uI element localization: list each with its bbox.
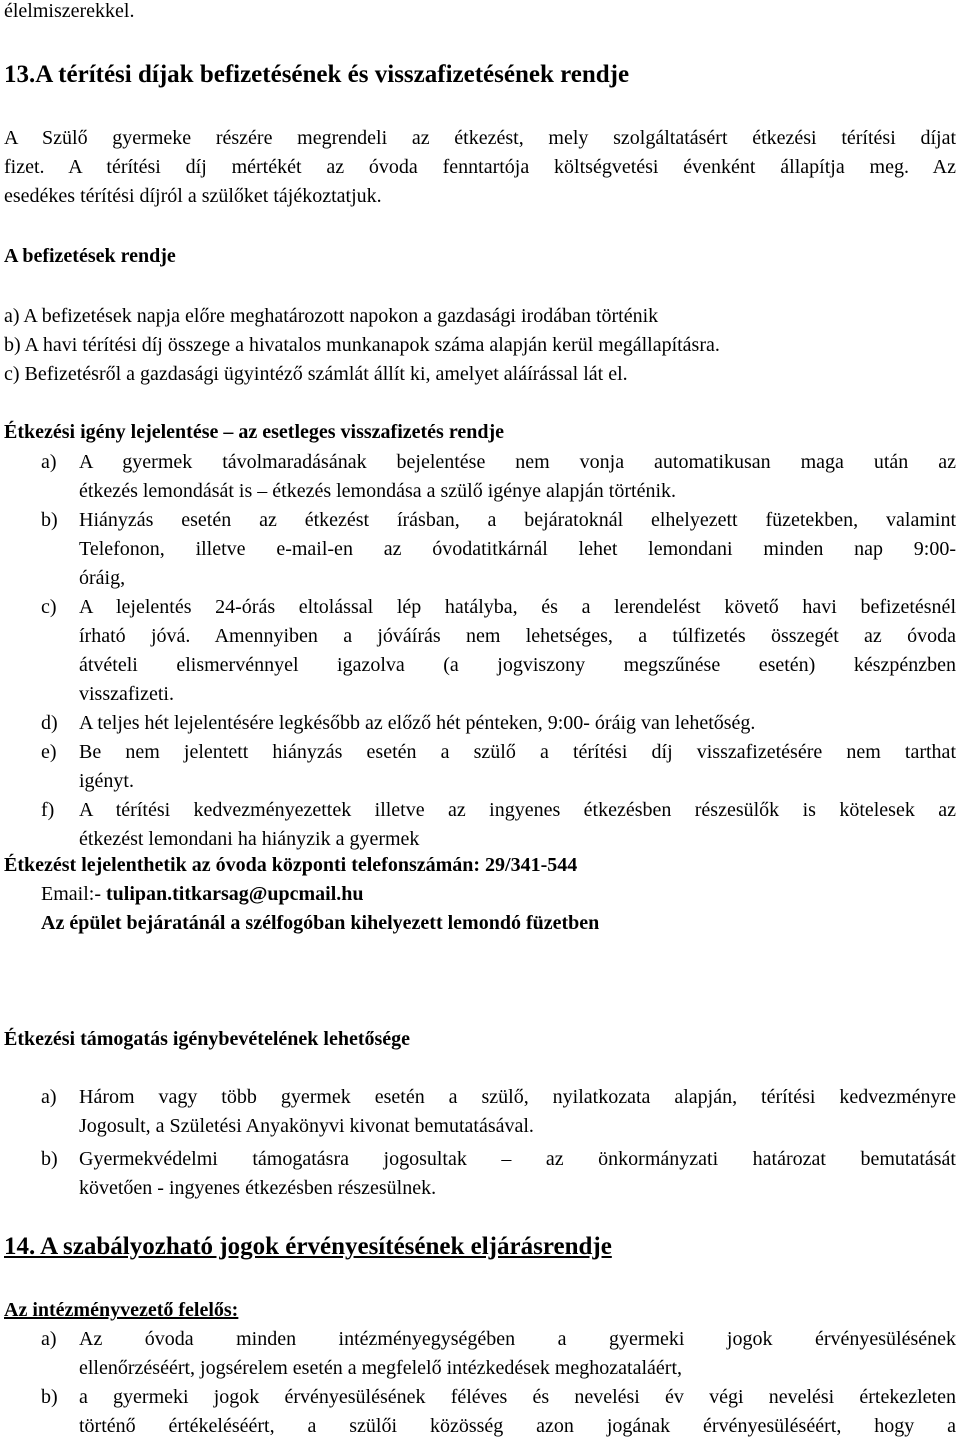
list-line: átvételi elismervénnyel igazolva (a jogviszony megszűnése esetén) készpénzben [79,654,956,676]
cancellation-title: Étkezési igény lejelentése – az esetleges visszafizetés rendje [4,421,505,443]
list-line: Be nem jelentett hiányzás esetén a szülő a térítési díj visszafizetésére nem tarthat [79,741,956,763]
phone-line: Étkezést lejelenthetik az óvoda központi telefonszámán: 29/341-544 [4,854,578,876]
list-item [41,709,956,738]
list-line: írható jóvá. Amennyiben a jóváírás nem lehetséges, a túlfizetés összegét az óvoda [79,625,956,647]
list-line: A térítési kedvezményezettek illetve az ingyenes étkezésben részesülők is kötelesek az [79,799,956,821]
support-list [41,1083,956,1203]
list-line: A lejelentés 24-órás eltolással lép hatályba, és a lerendelést követő havi befizetésnél [79,596,956,618]
list-label: b) [41,1386,58,1408]
payments-title: A befizetések rendje [4,245,176,267]
list-label: e) [41,741,57,763]
email-label: Email:- [41,883,106,905]
list-label: a) [41,1328,57,1350]
list-item [41,1325,956,1383]
list-line: A gyermek távolmaradásának bejelentése nem vonja automatikusan maga után az [79,451,956,473]
paragraph-line: A Szülő gyermeke részére megrendeli az étkezést, mely szolgáltatásért étkezési térítési díjat [4,127,956,149]
email-line [41,880,364,909]
list-item [41,1083,956,1141]
email-value[interactable]: tulipan.titkarsag@upcmail.hu [105,883,364,905]
list-line: a gyermeki jogok érvényesülésének féléves és nevelési év végi nevelési értekezleten [79,1386,956,1408]
list-line: történő értékeléséért, a szülői közösség azon jogának érvényesüléséért, hogy a [79,1415,956,1437]
payments-list [4,302,720,389]
list-label: a) [41,1086,57,1108]
list-line: étkezést lemondani ha hiányzik a gyermek [79,828,420,850]
list-line: ellenőrzéséért, jogsérelem esetén a megfelelő intézkedések meghozataláért, [79,1357,683,1379]
intro-fragment: élelmiszerekkel. [4,0,135,22]
payments-item: a) A befizetések napja előre meghatározott napokon a gazdasági irodában történik [4,305,659,327]
list-line: Hiányzás esetén az étkezést írásban, a bejáratoknál elhelyezett füzetekben, valamint [79,509,956,531]
payments-item: c) Befizetésről a gazdasági ügyintéző számlát állít ki, amelyet aláírással lát el. [4,363,628,385]
list-line: igényt. [79,770,134,792]
list-label: b) [41,1148,58,1170]
list-line: Telefonon, illetve e-mail-en az óvodatitkárnál lehet lemondani minden nap 9:00- [79,538,956,560]
support-title: Étkezési támogatás igénybevételének lehetősége [4,1028,411,1050]
list-item [41,448,956,506]
list-line: étkezés lemondását is – étkezés lemondása a szülő igénye alapján történik. [79,480,677,502]
section-13-heading: 13.A térítési díjak befizetésének és visszafizetésének rendje [4,61,630,88]
list-line: Gyermekvédelmi támogatásra jogosultak – az önkormányzati határozat bemutatását [79,1148,956,1170]
list-label: d) [41,712,58,734]
list-line: A teljes hét lejelentésére legkésőbb az előző hét pénteken, 9:00- óráig van lehetőség. [79,712,756,734]
section-13-paragraph [4,124,956,211]
list-label: b) [41,509,58,531]
cancellation-list [41,448,956,854]
section-14-heading: 14. A szabályozható jogok érvényesítésének eljárásrendje [4,1233,612,1260]
list-item [41,796,956,854]
list-item [41,1145,956,1203]
booklet-line: Az épület bejáratánál a szélfogóban kihelyezett lemondó füzetben [41,912,600,934]
list-label: a) [41,451,57,473]
list-item [41,1383,956,1441]
list-line: óráig, [79,567,126,589]
list-item [41,738,956,796]
paragraph-line: fizet. A térítési díj mértékét az óvoda fenntartója költségvetési évenként állapítja meg. Az [4,156,956,178]
payments-item: b) A havi térítési díj összege a hivatalos munkanapok száma alapján kerül megállapításra. [4,334,720,356]
responsible-title: Az intézményvezető felelős: [4,1299,239,1321]
list-label: c) [41,596,57,618]
list-line: visszafizeti. [79,683,174,705]
list-line: követően - ingyenes étkezésben részesülnek. [79,1177,437,1199]
list-item [41,506,956,593]
list-item [41,593,956,709]
responsibility-list [41,1325,956,1441]
list-label: f) [41,799,55,821]
list-line: Jogosult, a Születési Anyakönyvi kivonat bemutatásával. [79,1115,534,1137]
list-line: Három vagy több gyermek esetén a szülő, nyilatkozata alapján, térítési kedvezményre [79,1086,956,1108]
paragraph-line: esedékes térítési díjról a szülőket tájékoztatjuk. [4,185,382,207]
list-line: Az óvoda minden intézményegységében a gyermeki jogok érvényesülésének [79,1328,956,1350]
